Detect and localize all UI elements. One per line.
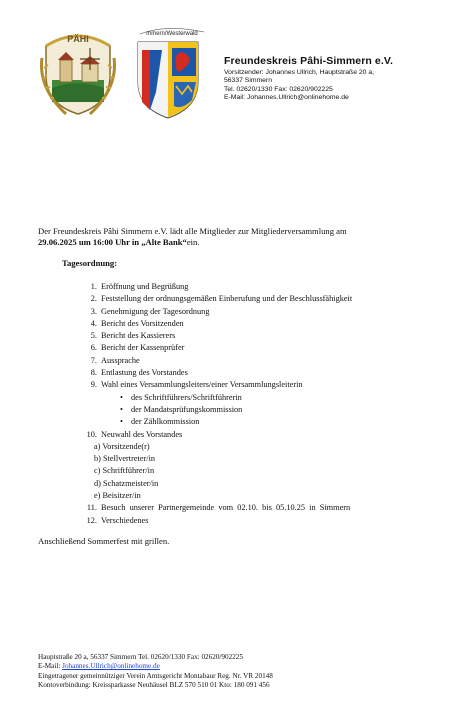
- agenda-text: Genehmigung der Tagesordnung: [101, 306, 210, 316]
- agenda-number: 3.: [90, 306, 97, 316]
- agenda-item: [80, 318, 440, 330]
- agenda-number: 4.: [90, 318, 97, 328]
- agenda-text: Bericht des Kassierers: [101, 331, 176, 341]
- agenda-item: [80, 281, 440, 293]
- agenda-text: Besuch unserer Partnergemeinde vom 02.10. bis 05.10.25 in Simmern: [101, 503, 351, 513]
- invitation-paragraph: [38, 226, 428, 248]
- agenda-item: [80, 429, 440, 441]
- agenda-number: 7.: [90, 355, 97, 365]
- agenda-item: [80, 342, 440, 354]
- agenda-subitem: • der Zählkommission: [80, 416, 440, 428]
- agenda-number: 6.: [90, 343, 97, 353]
- agenda-item: [80, 306, 440, 318]
- closing-note: Anschließend Sommerfest mit grillen.: [38, 536, 170, 546]
- org-line: Tel. 02620/1330 Fax: 02620/902225: [224, 85, 333, 93]
- agenda-item: [80, 379, 440, 391]
- org-name: Freundeskreis Pâhi-Simmern e.V.: [224, 55, 394, 67]
- agenda-text: Wahl eines Versammlungsleiters/einer Versammlungsleiterin: [101, 380, 303, 390]
- board-position: a) Vorsitzende(r): [94, 441, 150, 451]
- agenda-item: [80, 293, 440, 305]
- letterhead: [224, 55, 449, 102]
- board-position: c) Schriftführer/in: [94, 466, 155, 476]
- agenda-number: 11.: [86, 503, 97, 513]
- agenda-item: [80, 330, 440, 342]
- simmern-logo-text: mmern/Westerwald: [146, 31, 198, 37]
- footer-bank: Kontoverbindung: Kreissparkasse Neuhäusel BLZ 570 510 01 Kto: 180 091 456: [38, 681, 270, 690]
- agenda-number: 5.: [90, 331, 97, 341]
- agenda-text: Verschiedenes: [101, 515, 149, 525]
- intro-tail: ein.: [186, 237, 200, 247]
- agenda-item: [80, 515, 440, 527]
- agenda-number: 8.: [90, 368, 97, 378]
- pahi-logo: [36, 18, 120, 118]
- agenda-subitem: • des Schriftführers/Schriftführerin: [80, 392, 440, 404]
- board-position: e) Beisitzer/in: [94, 491, 141, 501]
- agenda-number: 12.: [86, 515, 97, 525]
- agenda-subitem: • der Mandatsprüfungskommission: [80, 404, 440, 416]
- org-line: E-Mail: Johannes.Ullrich@onlinehome.de: [224, 93, 349, 101]
- agenda-text: Aussprache: [101, 355, 140, 365]
- footer-address: Hauptstraße 20 a, 56337 Simmern Tel. 02620/1330 Fax: 02620/902225: [38, 653, 243, 661]
- footer-registration: Eingetragener gemeinnütziger Verein Amtsgericht Montabaur Reg. Nr. VR 20148: [38, 671, 273, 680]
- agenda-item: [80, 355, 440, 367]
- footer-email-line: [38, 662, 438, 671]
- pahi-logo-text: PÄHI: [67, 34, 89, 44]
- agenda-number: 2.: [90, 294, 97, 304]
- footer-email-label: E-Mail:: [38, 662, 63, 671]
- footer-email-link[interactable]: Johannes.Ullrich@onlinehome.de: [62, 662, 160, 671]
- agenda-number: 9.: [90, 380, 97, 390]
- intro-text: Der Freundeskreis Pâhi Simmern e.V. lädt alle Mitglieder zur Mitgliederversammlung am: [38, 226, 347, 236]
- agenda-text: Eröffnung und Begrüßung: [101, 282, 189, 291]
- agenda-number: 1.: [90, 282, 97, 291]
- org-line: 56337 Simmern: [224, 77, 272, 85]
- board-position: d) Schatzmeister/in: [94, 478, 159, 488]
- agenda-text: Bericht des Vorsitzenden: [101, 318, 184, 328]
- agenda-text: Bericht der Kassenprüfer: [101, 343, 185, 353]
- agenda-heading: Tagesordnung:: [62, 258, 118, 268]
- agenda-text: Neuwahl des Vorstandes: [101, 429, 183, 439]
- agenda-list: [80, 281, 440, 527]
- agenda-text: Feststellung der ordnungsgemäßen Einberufung und der Beschlussfähigkeit: [101, 294, 353, 304]
- simmern-coat-of-arms: [126, 22, 206, 122]
- board-position: b) Stellvertreter/in: [94, 454, 156, 464]
- meeting-date-place: 29.06.2025 um 16:00 Uhr in „Alte Bank“: [38, 237, 187, 247]
- agenda-item: [80, 502, 440, 514]
- agenda-number: 10.: [86, 429, 97, 439]
- agenda-text: Entlastung des Vorstandes: [101, 368, 188, 378]
- org-line: Vorsitzender: Johannes Ullrich, Hauptstraße 20 a,: [224, 69, 374, 76]
- agenda-item: [80, 367, 440, 379]
- footer: [38, 653, 438, 691]
